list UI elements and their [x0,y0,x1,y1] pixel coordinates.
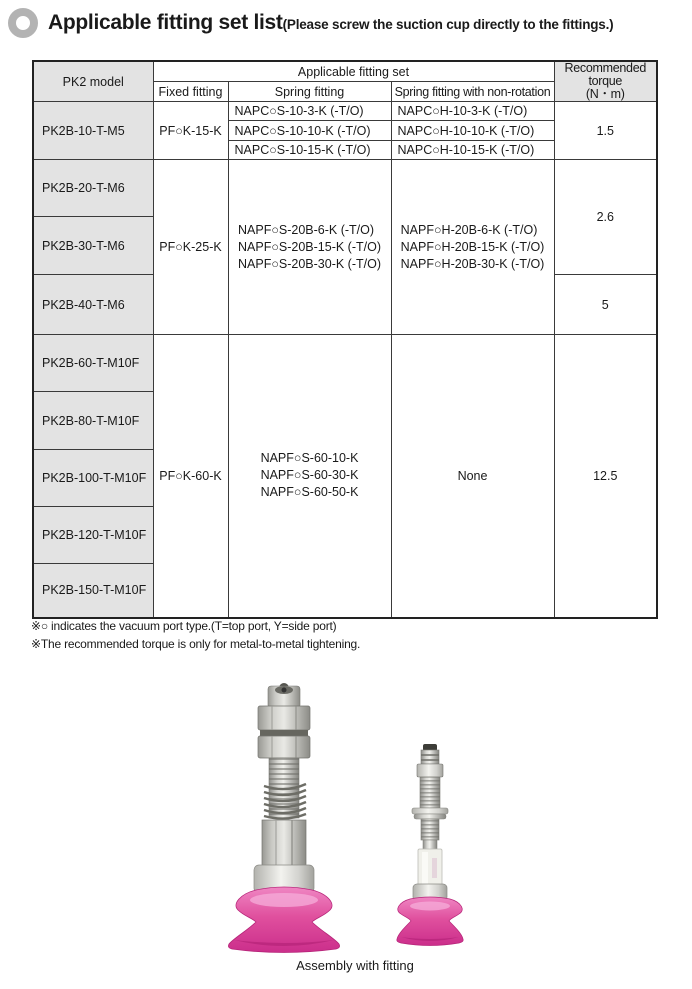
model-cell: PK2B-40-T-M6 [33,275,153,335]
spring-fitting-cell: NAPC○S-10-10-K (-T/O) [228,121,391,141]
lock-washer [260,730,308,736]
hex-nut [417,764,443,777]
flange-ring [412,808,448,814]
title-main: Applicable fitting set list [48,11,283,34]
part-number: NAPF○H-20B-6-K (-T/O) [400,222,538,237]
spring-fitting-cell [228,335,391,618]
torque-cell: 2.6 [554,160,657,275]
part-number: NAPF○S-20B-15-K (-T/O) [238,239,381,254]
footnotes [31,617,360,653]
footnote-port-type: ※○ indicates the vacuum port type.(T=top port, Y=side port) [31,619,337,633]
flange-ring [414,814,446,819]
header-spring-fitting: Spring fitting [228,82,391,102]
large-suction-cup-assembly-photo [226,678,346,956]
title-subtitle: (Please screw the suction cup directly to the fittings.) [282,17,614,32]
torque-cell: 5 [554,275,657,335]
hex-nut-lower [258,736,310,758]
non-rotation-cell: NAPC○H-10-15-K (-T/O) [391,141,554,160]
spring-fitting-cell [228,160,391,335]
header-pk2-model: PK2 model [33,61,153,102]
hex-adapter-body [262,820,306,868]
non-rotation-cell [391,160,554,335]
model-cell: PK2B-60-T-M10F [33,335,153,392]
section-bullet-icon [8,8,38,38]
model-cell: PK2B-120-T-M10F [33,507,153,564]
header-fixed-fitting: Fixed fitting [153,82,228,102]
metal-fitting-stack [254,683,314,893]
spring-fitting-cell: NAPC○S-10-15-K (-T/O) [228,141,391,160]
suction-cup-small [397,897,463,946]
non-rotation-cell: None [391,335,554,618]
model-cell: PK2B-80-T-M10F [33,392,153,450]
model-cell: PK2B-20-T-M6 [33,160,153,217]
part-number: NAPF○S-20B-6-K (-T/O) [238,222,375,237]
part-number: NAPF○S-20B-30-K (-T/O) [238,256,381,271]
torque-cell: 12.5 [554,335,657,618]
section-title-row [8,8,613,38]
hex-nut-upper [258,706,310,730]
part-number: NAPF○S-60-50-K [260,485,359,500]
non-rotation-cell: NAPC○H-10-10-K (-T/O) [391,121,554,141]
torque-cell: 1.5 [554,102,657,160]
header-recommended-torque [554,61,657,102]
fixed-fitting-cell: PF○K-15-K [153,102,228,160]
page-title [48,11,613,35]
barb-fitting [421,750,439,764]
non-rotation-cell: NAPC○H-10-3-K (-T/O) [391,102,554,121]
product-figure [0,678,692,978]
torque-header-line2: (N・m) [585,87,625,101]
model-cell: PK2B-150-T-M10F [33,564,153,618]
small-suction-cup-assembly-photo [385,740,475,952]
part-number: NAPF○S-60-30-K [260,468,359,483]
footnote-torque: ※The recommended torque is only for metal-to-metal tightening. [31,637,361,651]
model-cell: PK2B-10-T-M5 [33,102,153,160]
white-hex-body [418,849,442,887]
torque-header-line1: Recommended torque [564,61,646,88]
part-number: NAPF○H-20B-15-K (-T/O) [400,239,545,254]
suction-cup-large [228,887,339,953]
model-cell: PK2B-100-T-M10F [33,450,153,507]
header-applicable-fitting-set: Applicable fitting set [153,61,554,82]
part-number: NAPF○H-20B-30-K (-T/O) [400,256,545,271]
fitting-set-table [32,60,658,619]
metal-fitting-stack [412,744,448,901]
figure-caption: Assembly with fitting [296,958,414,973]
header-spring-non-rotation: Spring fitting with non-rotation [391,82,554,102]
model-cell: PK2B-30-T-M6 [33,217,153,275]
fixed-fitting-cell: PF○K-25-K [153,160,228,335]
fixed-fitting-cell: PF○K-60-K [153,335,228,618]
spring-fitting-cell: NAPC○S-10-3-K (-T/O) [228,102,391,121]
part-number: NAPF○S-60-10-K [260,451,359,466]
